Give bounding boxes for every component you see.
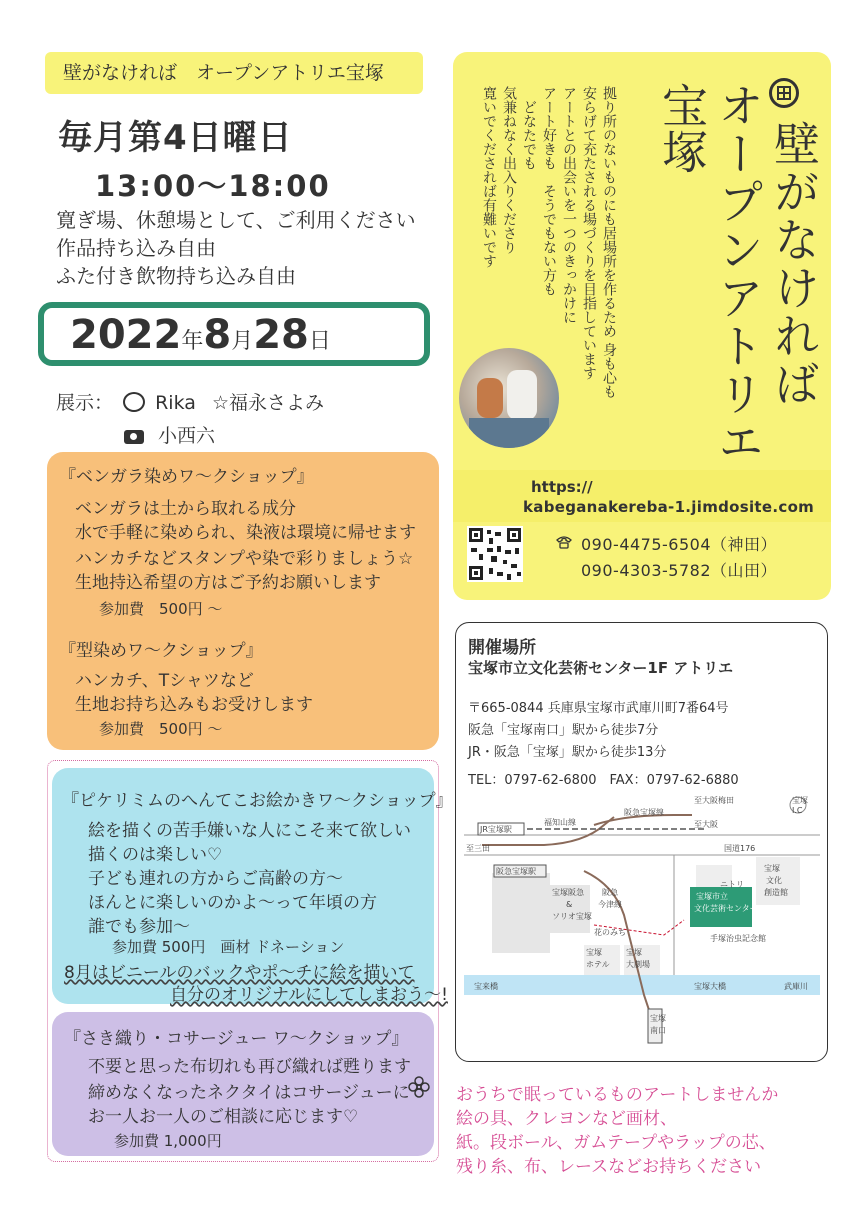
hero-title-line1: 壁がなければ xyxy=(767,120,821,408)
schedule-time: 13:00〜18:00 xyxy=(95,169,331,203)
map-label: 至三田 xyxy=(466,844,490,853)
date-year-suffix: 年 xyxy=(181,329,204,354)
map-label: 宝塚阪急 xyxy=(552,888,584,897)
map-label: 宝来橋 xyxy=(474,982,498,991)
map-label: 大劇場 xyxy=(626,960,650,969)
sakiori-workshop-panel xyxy=(52,1012,434,1156)
map-label: 宝塚 xyxy=(586,948,602,957)
palette-icon xyxy=(123,392,145,412)
pikerimimu-line: 絵を描くの苦手嫌いな人にこそ来て欲しい xyxy=(88,821,411,841)
hero-message-line: 寛いでくだされば有難いです xyxy=(481,86,497,268)
date-month-suffix: 月 xyxy=(231,329,254,354)
schedule-day: 毎月第4日曜日 xyxy=(58,118,293,158)
sakiori-line: 締めなくなったネクタイはコサージューに xyxy=(88,1083,410,1103)
info-line: ふた付き飲物持ち込み自由 xyxy=(56,264,296,288)
map-label: 手塚治虫記念館 xyxy=(710,934,766,943)
map-label: 阪急宝塚駅 xyxy=(496,867,536,876)
event-date-box xyxy=(38,302,430,366)
phone-icon xyxy=(555,534,573,553)
bengara-line: 生地持込希望の方はご予約お願いします xyxy=(75,573,381,593)
hero-message-line: アート好きも そうでもない方も xyxy=(541,86,557,296)
map-label: ソリオ宝塚 xyxy=(552,912,592,921)
website-url[interactable]: kabeganakereba-1.jimdosite.com xyxy=(523,498,815,516)
venue-access: JR・阪急「宝塚」駅から徒歩13分 xyxy=(468,745,667,760)
map-block xyxy=(492,873,550,953)
exhibit-artist2: ☆福永さよみ xyxy=(211,392,324,414)
hero-message-line: どなたでも xyxy=(521,100,537,170)
pikerimimu-workshop-panel xyxy=(52,768,453,1005)
katazome-line: ハンカチ、Tシャツなど xyxy=(75,671,254,691)
pikerimimu-line: ほんとに楽しいのかよ〜って年頃の方 xyxy=(88,893,377,913)
map-label: 武庫川 xyxy=(784,982,808,991)
map-label: 文化芸術センター xyxy=(694,904,758,913)
phone-number-kanda[interactable]: 090-4475-6504（神田） xyxy=(581,535,778,554)
map-label: 福知山線 xyxy=(544,818,576,827)
sakiori-fee: 参加費 1,000円 xyxy=(114,1132,222,1150)
pikerimimu-line: 子ども連れの方からご高齢の方〜 xyxy=(88,869,343,889)
sakiori-line: お一人お一人のご相談に応じます♡ xyxy=(88,1107,359,1127)
map-label: 宝塚市立 xyxy=(696,892,728,901)
map-label: 阪急 xyxy=(602,888,618,897)
bring-line: 残り糸、布、レースなどお持ちください xyxy=(456,1157,762,1177)
workshop-photo xyxy=(459,348,559,448)
bengara-line: ベンガラは土から取れる成分 xyxy=(75,499,296,519)
bengara-line: ハンカチなどスタンプや染で彩りましょう☆ xyxy=(75,549,414,569)
header-tag: 壁がなければ オープンアトリエ宝塚 xyxy=(45,52,423,94)
phone-number-yamada[interactable]: 090-4303-5782（山田） xyxy=(581,561,778,580)
bring-line: おうちで眠っているものアートしませんか xyxy=(456,1085,779,1105)
map-label: 宝塚大橋 xyxy=(694,982,726,991)
hero-message-line: 気兼ねなく出入りくださり xyxy=(501,86,517,254)
hero-title-line2: オープンアトリエ xyxy=(711,82,765,466)
bengara-title: 『ベンガラ染めワ〜クショップ』 xyxy=(59,467,314,487)
flower-icon xyxy=(408,1076,430,1102)
pikerimimu-line: 描くのは楽しい♡ xyxy=(88,845,223,865)
pikerimimu-note: 8月はビニールのバックやポ〜チに絵を描いて xyxy=(64,963,415,983)
map-label: 宝塚 xyxy=(650,1014,666,1023)
pikerimimu-title: 『ピケリミムのへんてこお絵かきワ〜クショップ』 xyxy=(62,791,453,811)
camera-icon xyxy=(124,430,144,444)
exhibit-info xyxy=(56,388,324,448)
hero-message-line: アートとの出会いを一つのきっかけに xyxy=(561,86,577,324)
exhibit-photographer: 小西六 xyxy=(158,425,216,447)
bengara-workshop-panel xyxy=(47,452,439,750)
venue-box xyxy=(455,622,828,1062)
venue-access: 阪急「宝塚南口」駅から徒歩7分 xyxy=(468,723,659,738)
sakiori-title: 『さき織り・コサージュー ワ〜クショップ』 xyxy=(64,1029,409,1049)
map-label: JR宝塚駅 xyxy=(480,825,512,834)
map-label: & xyxy=(566,900,573,909)
qr-code-icon[interactable] xyxy=(467,526,523,582)
hero-message-line: 安らげて充たされる場づくりを目指しています xyxy=(581,86,597,380)
website-url-prefix[interactable]: https:// xyxy=(531,478,593,496)
venue-heading: 開催場所 xyxy=(468,638,536,658)
map-label: I.C xyxy=(792,806,803,815)
bring-line: 絵の具、クレヨンなど画材、 xyxy=(456,1109,677,1129)
map-label: ニトリ xyxy=(720,880,744,889)
map-label: 阪急宝塚線 xyxy=(624,808,664,817)
exhibit-label: 展示： xyxy=(56,392,114,414)
bengara-line: 水で手軽に染められ、染液は環境に帰せます xyxy=(75,523,417,543)
bengara-fee: 参加費 500円 〜 xyxy=(99,600,223,618)
date-year: 2022 xyxy=(70,312,182,358)
map-label: 南口 xyxy=(650,1026,666,1035)
exhibit-artist1: Rika xyxy=(155,392,196,414)
pikerimimu-note: 自分のオリジナルにしてしまおう〜! xyxy=(170,985,448,1005)
date-day: 28 xyxy=(253,312,309,358)
venue-address: 〒665-0844 兵庫県宝塚市武庫川町7番64号 xyxy=(468,701,729,716)
map-label: 花のみち xyxy=(594,928,626,937)
date-month: 8 xyxy=(203,312,232,358)
pikerimimu-line: 誰でも参加〜 xyxy=(88,917,190,937)
map-label: 国道176 xyxy=(724,844,756,853)
map-label: 至大阪梅田 xyxy=(694,796,734,805)
date-day-suffix: 日 xyxy=(308,329,331,354)
katazome-line: 生地お持ち込みもお受けします xyxy=(75,695,313,715)
katazome-title: 『型染めワ〜クショップ』 xyxy=(59,641,263,661)
info-line: 作品持ち込み自由 xyxy=(56,236,216,260)
hero-panel xyxy=(453,52,831,600)
katazome-fee: 参加費 500円 〜 xyxy=(99,720,223,738)
venue-tel-fax: TEL：0797-62-6800 FAX：0797-62-6880 xyxy=(468,773,739,788)
map-label: 宝塚 xyxy=(792,796,808,805)
venue-name: 宝塚市立文化芸術センター1F アトリエ xyxy=(468,659,734,677)
map-label: 宝塚 xyxy=(626,948,642,957)
map-label: 宝塚 xyxy=(764,864,780,873)
sakiori-line: 不要と思った布切れも再び織れば甦ります xyxy=(88,1057,411,1077)
map-label: ホテル xyxy=(586,960,610,969)
map-label: 創造館 xyxy=(764,888,788,897)
bring-line: 紙。段ボール、ガムテープやラップの芯、 xyxy=(456,1133,776,1153)
info-line: 寛ぎ場、休憩場として、ご利用ください xyxy=(56,208,416,232)
hero-title-line3: 宝塚 xyxy=(655,82,709,174)
logo-icon xyxy=(769,78,799,108)
hero-message-line: 拠り所のないものにも居場所を作るため 身も心も xyxy=(601,86,617,399)
map-label: 至大阪 xyxy=(694,820,718,829)
map-label: 今津線 xyxy=(598,900,622,909)
map-label: 文化 xyxy=(766,876,782,885)
venue-map xyxy=(464,795,820,1051)
pikerimimu-fee: 参加費 500円 画材 ドネーション xyxy=(112,938,345,956)
